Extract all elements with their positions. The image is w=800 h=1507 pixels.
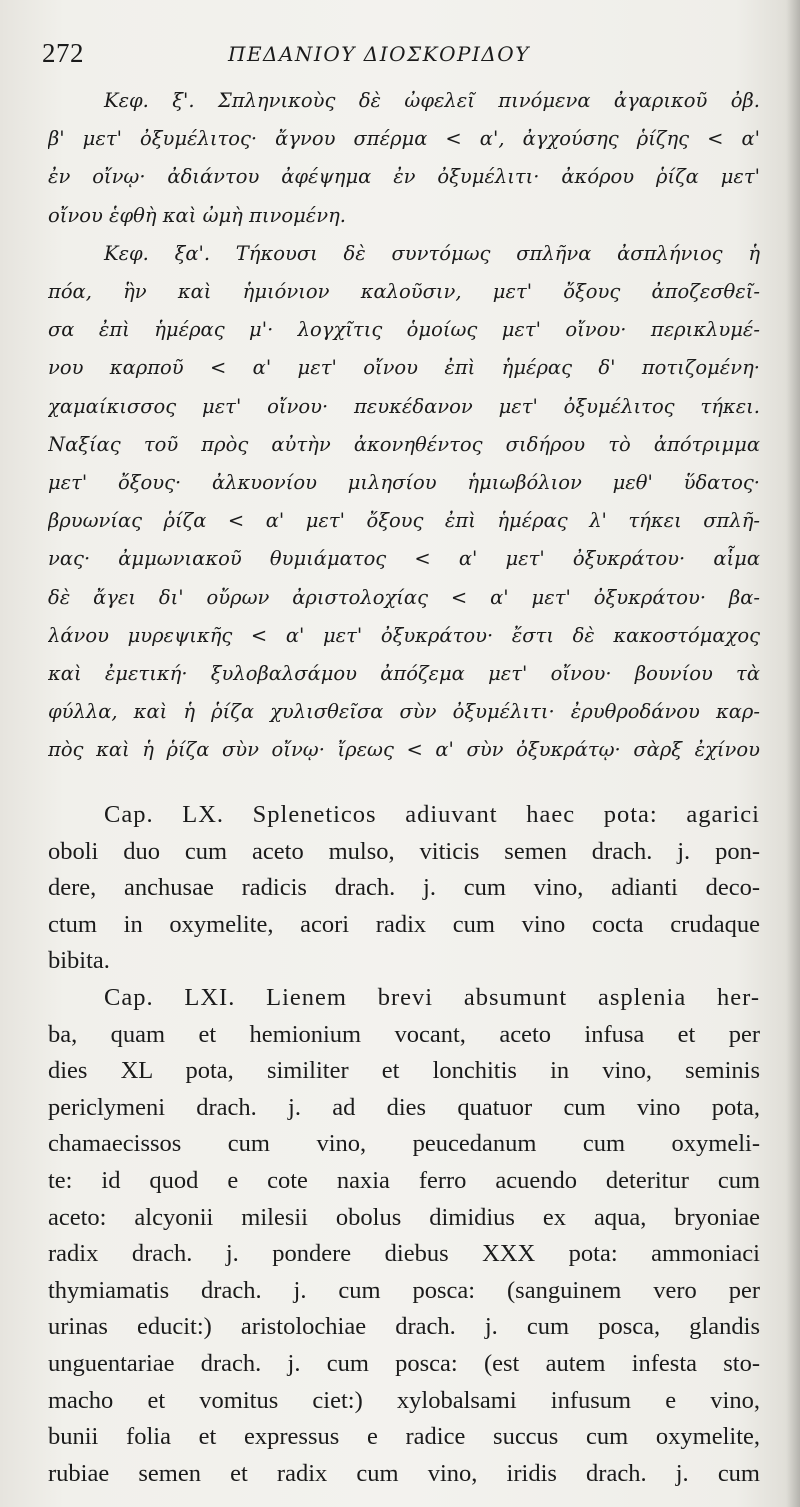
greek-line: μετ' ὄξους· ἀλκυονίου μιλησίου ἡμιωβόλιον μεθ' ὕδατος· <box>48 471 760 495</box>
latin-line: rubiae semen et radix cum vino, iridis drach. j. cum <box>48 1459 760 1487</box>
latin-line: chamaecissos cum vino, peucedanum cum oxymeli- <box>48 1130 760 1158</box>
greek-line: νου καρποῦ < α' μετ' οἴνου ἐπὶ ἡμέρας δ' ποτιζομένη· <box>48 356 760 380</box>
latin-line: ba, quam et hemionium vocant, aceto infusa et per <box>48 1020 760 1048</box>
latin-line: urinas educit:) aristolochiae drach. j. cum posca, glandis <box>48 1313 760 1341</box>
latin-line: thymiamatis drach. j. cum posca: (sanguinem vero per <box>48 1276 760 1304</box>
latin-line: oboli duo cum aceto mulso, viticis semen drach. j. pon- <box>48 837 760 865</box>
greek-line: οἴνου ἑφθὴ καὶ ὠμὴ πινομένη. <box>48 203 346 227</box>
greek-line: φύλλα, καὶ ἡ ῥίζα χυλισθεῖσα σὺν ὀξυμέλιτι· ἐρυθροδάνου καρ- <box>48 700 760 724</box>
greek-line: Κεφ. ξα'. Τήκουσι δὲ συντόμως σπλῆνα ἀσπλήνιος ἡ <box>104 241 760 265</box>
page-number: 272 <box>42 38 84 68</box>
greek-line: β' μετ' ὀξυμέλιτος· ἄγνου σπέρμα < α', ἀγχούσης ῥίζης < α' <box>48 127 760 151</box>
latin-line: periclymeni drach. j. ad dies quatuor cum vino pota, <box>48 1093 760 1121</box>
latin-line: dies XL pota, similiter et lonchitis in vino, seminis <box>48 1057 760 1085</box>
greek-line: Κεφ. ξ'. Σπληνικοὺς δὲ ὠφελεῖ πινόμενα ἀγαρικοῦ ὀβ. <box>104 89 760 112</box>
greek-line: χαμαίκισσος μετ' οἴνου· πευκέδανον μετ' ὀξυμέλιτος τήκει. <box>48 394 760 418</box>
spine-shadow <box>786 0 800 1507</box>
latin-line: aceto: alcyonii milesii obolus dimidius ex aqua, bryoniae <box>48 1203 760 1231</box>
greek-line: σα ἐπὶ ἡμέρας μ'· λογχῖτις ὁμοίως μετ' οἴνου· περικλυμέ- <box>48 318 760 342</box>
latin-line: Cap. LXI. Lienem brevi absumunt asplenia her- <box>104 983 760 1011</box>
greek-line: βρυωνίας ῥίζα < α' μετ' ὄξους ἐπὶ ἡμέρας λ' τήκει σπλῆ- <box>48 509 760 533</box>
latin-line: te: id quod e cote naxia ferro acuendo deteritur cum <box>48 1166 760 1194</box>
greek-text-block <box>48 82 760 770</box>
greek-line: Ναξίας τοῦ πρὸς αὐτὴν ἀκονηθέντος σιδήρου τὸ ἀπότριμμα <box>48 432 760 456</box>
greek-line: νας· ἀμμωνιακοῦ θυμιάματος < α' μετ' ὀξυκράτου· αἷμα <box>48 547 760 571</box>
latin-line: bunii folia et expressus e radice succus cum oxymelite, <box>48 1423 760 1451</box>
latin-text-block <box>48 797 760 1492</box>
latin-line: bibita. <box>48 947 110 975</box>
greek-line: δὲ ἄγει δι' οὔρων ἀριστολοχίας < α' μετ' ὀξυκράτου· βα- <box>48 585 760 609</box>
greek-line: καὶ ἐμετική· ξυλοβαλσάμου ἀπόζεμα μετ' οἴνου· βουνίου τὰ <box>48 662 760 686</box>
greek-line: πόα, ἣν καὶ ἡμιόνιον καλοῦσιν, μετ' ὄξους ἀποζεσθεῖ- <box>48 280 760 304</box>
latin-line: macho et vomitus ciet:) xylobalsami infusum e vino, <box>48 1386 760 1414</box>
greek-line: ἐν οἴνῳ· ἀδιάντου ἀφέψημα ἐν ὀξυμέλιτι· ἀκόρου ῥίζα μετ' <box>48 165 760 189</box>
latin-line: unguentariae drach. j. cum posca: (est autem infesta sto- <box>48 1349 760 1377</box>
latin-line: dere, anchusae radicis drach. j. cum vino, adianti deco- <box>48 874 760 902</box>
latin-line: ctum in oxymelite, acori radix cum vino cocta crudaque <box>48 910 760 938</box>
latin-line: radix drach. j. pondere diebus XXX pota: ammoniaci <box>48 1240 760 1268</box>
latin-line: Cap. LX. Spleneticos adiuvant haec pota: agarici <box>104 801 760 828</box>
greek-line: λάνου μυρεψικῆς < α' μετ' ὀξυκράτου· ἔστι δὲ κακοστόμαχος <box>48 623 760 647</box>
page-header <box>42 38 762 78</box>
running-title: ΠΕΔΑΝΙΟΥ ΔΙΟΣΚΟΡΙΔΟΥ <box>228 42 530 66</box>
greek-line: πὸς καὶ ἡ ῥίζα σὺν οἴνῳ· ἴρεως < α' σὺν ὀξυκράτῳ· σὰρξ ἐχίνου <box>48 738 760 762</box>
